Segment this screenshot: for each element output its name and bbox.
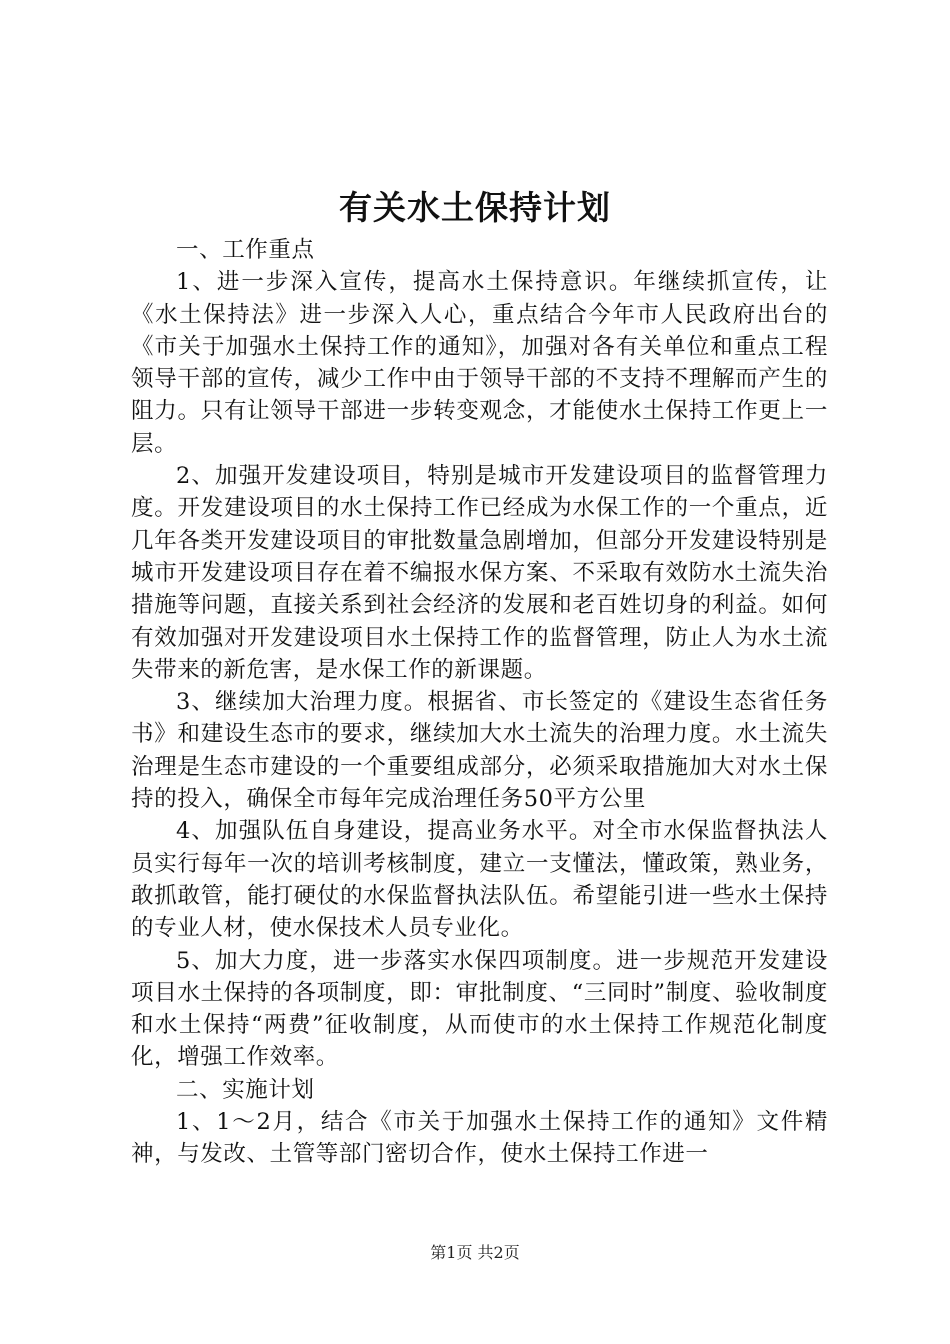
paragraph-5: 5、加大力度，进一步落实水保四项制度。进一步规范开发建设项目水土保持的各项制度，即：审批制度、“三同时”制度、验收制度和水土保持“两费”征收制度，从而使市的水土保持工作规范化制度化，增强工作效率。 bbox=[131, 947, 828, 1071]
paragraph-4: 4、加强队伍自身建设，提高业务水平。对全市水保监督执法人员实行每年一次的培训考核制度，建立一支懂法，懂政策，熟业务，敢抓敢管，能打硬仗的水保监督执法队伍。希望能引进一些水土保持的专业人材，使水保技术人员专业化。 bbox=[131, 818, 828, 942]
document-body bbox=[131, 234, 828, 1171]
page-footer: 第1页 共2页 bbox=[430, 1243, 520, 1262]
section-heading-2: 二、实施计划 bbox=[176, 1076, 315, 1103]
section-heading-1: 一、工作重点 bbox=[176, 237, 315, 263]
paragraph-3: 3、继续加大治理力度。根据省、市长签定的《建设生态省任务书》和建设生态市的要求，继续加大水土流失的治理力度。水土流失治理是生态市建设的一个重要组成部分，必须采取措施加大对水土保持的投入，确保全市每年完成治理任务50平方公里 bbox=[131, 689, 828, 813]
paragraph-1: 1、进一步深入宣传，提高水土保持意识。年继续抓宣传，让《水土保持法》进一步深入人心，重点结合今年市人民政府出台的《市关于加强水土保持工作的通知》，加强对各有关单位和重点工程领导干部的宣传，减少工作中由于领导干部的不支持不理解而产生的阻力。只有让领导干部进一步转变观念，才能使水土保持工作更上一层。 bbox=[131, 269, 828, 457]
paragraph-2: 2、加强开发建设项目，特别是城市开发建设项目的监督管理力度。开发建设项目的水土保持工作已经成为水保工作的一个重点，近几年各类开发建设项目的审批数量急剧增加，但部分开发建设特别是城市开发建设项目存在着不编报水保方案、不采取有效防水土流失治措施等问题，直接关系到社会经济的发展和老百姓切身的利益。如何有效加强对开发建设项目水土保持工作的监督管理，防止人为水土流失带来的新危害，是水保工作的新课题。 bbox=[131, 463, 828, 683]
paragraph-6: 1、1～2月，结合《市关于加强水土保持工作的通知》文件精神，与发改、土管等部门密切合作，使水土保持工作进一 bbox=[131, 1109, 828, 1168]
document-title: 有关水土保持计划 bbox=[339, 188, 611, 227]
